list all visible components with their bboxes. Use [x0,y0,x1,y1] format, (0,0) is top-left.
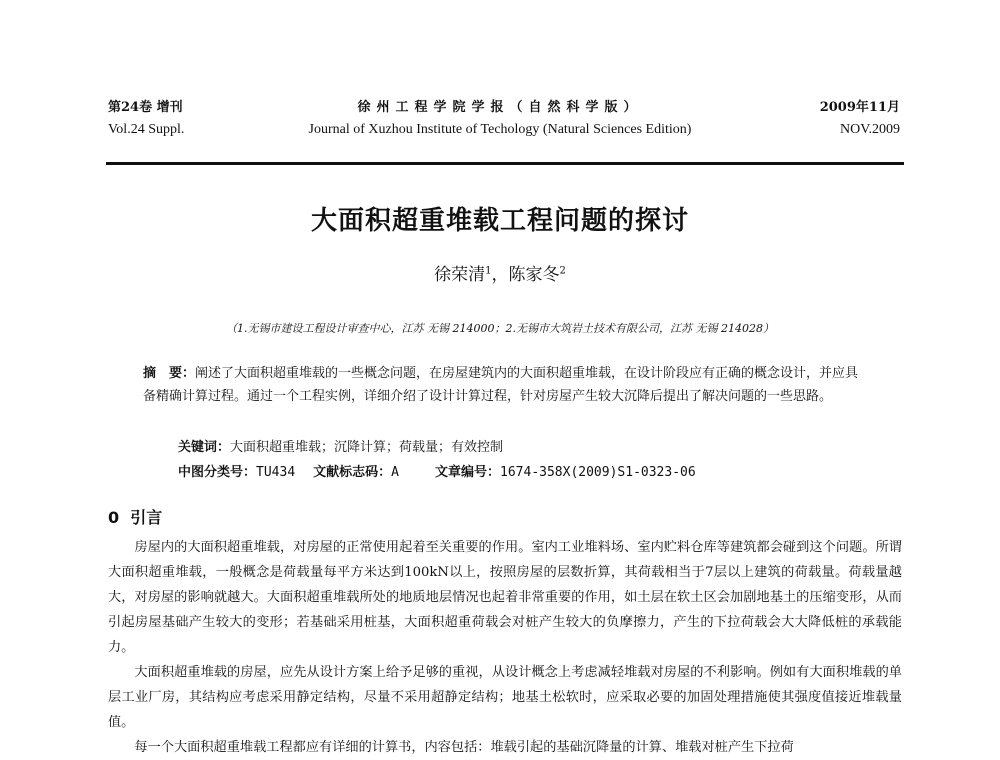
header-rule [106,162,904,165]
abstract-label: 摘 要： [143,366,196,381]
paragraph: 房屋内的大面积超重堆载，对房屋的正常使用起着至关重要的作用。室内工业堆料场、室内贮料仓库等建筑都会碰到这个问题。所谓大面积超重堆载，一般概念是荷载量每平方米达到100kN以上，按照房屋的层数折算，其荷载相当于7层以上建筑的荷载量。荷载量越大，对房屋的影响就越大。大面积超重堆载所处的地质地层情况也起着非常重要的作用，如土层在软土区会加剧地基土的压缩变形，从而引起房屋基础产生较大的变形；若基础采用桩基，大面积超重荷载会对桩产生较大的负摩擦力，产生的下拉荷载会大大降低桩的承载能力。 [108,540,902,655]
volume-issue-cn: 第24卷 增刊 [108,100,183,115]
author-separator: ， [491,265,509,285]
clc-value: TU434 [256,465,296,480]
author-1: 徐荣清 [434,265,486,285]
date-cn: 2009年11月 [819,100,900,115]
affiliations: （1.无锡市建设工程设计审查中心，江苏 无锡 214000；2.无锡市大筑岩土技术有限公司，江苏 无锡 214028） [226,322,774,335]
keywords [178,436,503,455]
body-text [108,535,902,760]
abstract-text: 阐述了大面积超重堆载的一些概念问题，在房屋建筑内的大面积超重堆载，在设计阶段应有正确的概念设计，并应具备精确计算过程。通过一个工程实例，详细介绍了设计计算过程，针对房屋产生较大沉降后提出了解决问题的一些思路。 [143,366,859,404]
section-title: 引言 [130,508,163,527]
journal-name-cn: 徐州工程学院学报（自然科学版） [357,100,643,115]
section-heading [108,505,162,528]
author-1-affil-mark: 1 [485,265,492,277]
paragraph: 每一个大面积超重堆载工程都应有详细的计算书，内容包括：堆载引起的基础沉降量的计算、堆载对桩产生下拉荷 [134,740,794,755]
article-id-label: 文章编号： [435,465,501,480]
volume-issue-en: Vol.24 Suppl. [108,122,185,137]
doc-code-value: A [391,465,399,480]
authors [0,260,1000,285]
abstract [143,363,871,408]
author-2-affil-mark: 2 [559,265,566,277]
keywords-label: 关键词： [178,440,231,455]
paragraph: 大面积超重堆载的房屋，应先从设计方案上给予足够的重视，从设计概念上考虑减轻堆载对房屋的不利影响。例如有大面积堆载的单层工业厂房，其结构应考虑采用静定结构，尽量不采用超静定结构；地基土松软时，应采取必要的加固处理措施使其强度值接近堆载量值。 [108,665,902,730]
section-number: 0 [108,508,120,527]
classification-line [178,461,696,480]
paper-title: 大面积超重堆载工程问题的探讨 [310,206,689,236]
journal-name-en: Journal of Xuzhou Institute of Techology (Natural Sciences Edition) [308,122,692,137]
doc-code-label: 文献标志码： [313,465,392,480]
article-id-value: 1674-358X(2009)S1-0323-06 [500,465,696,480]
keywords-text: 大面积超重堆载；沉降计算；荷载量；有效控制 [230,440,504,455]
author-2: 陈家冬 [508,265,560,285]
clc-label: 中图分类号： [178,465,257,480]
date-en: NOV.2009 [839,122,900,137]
